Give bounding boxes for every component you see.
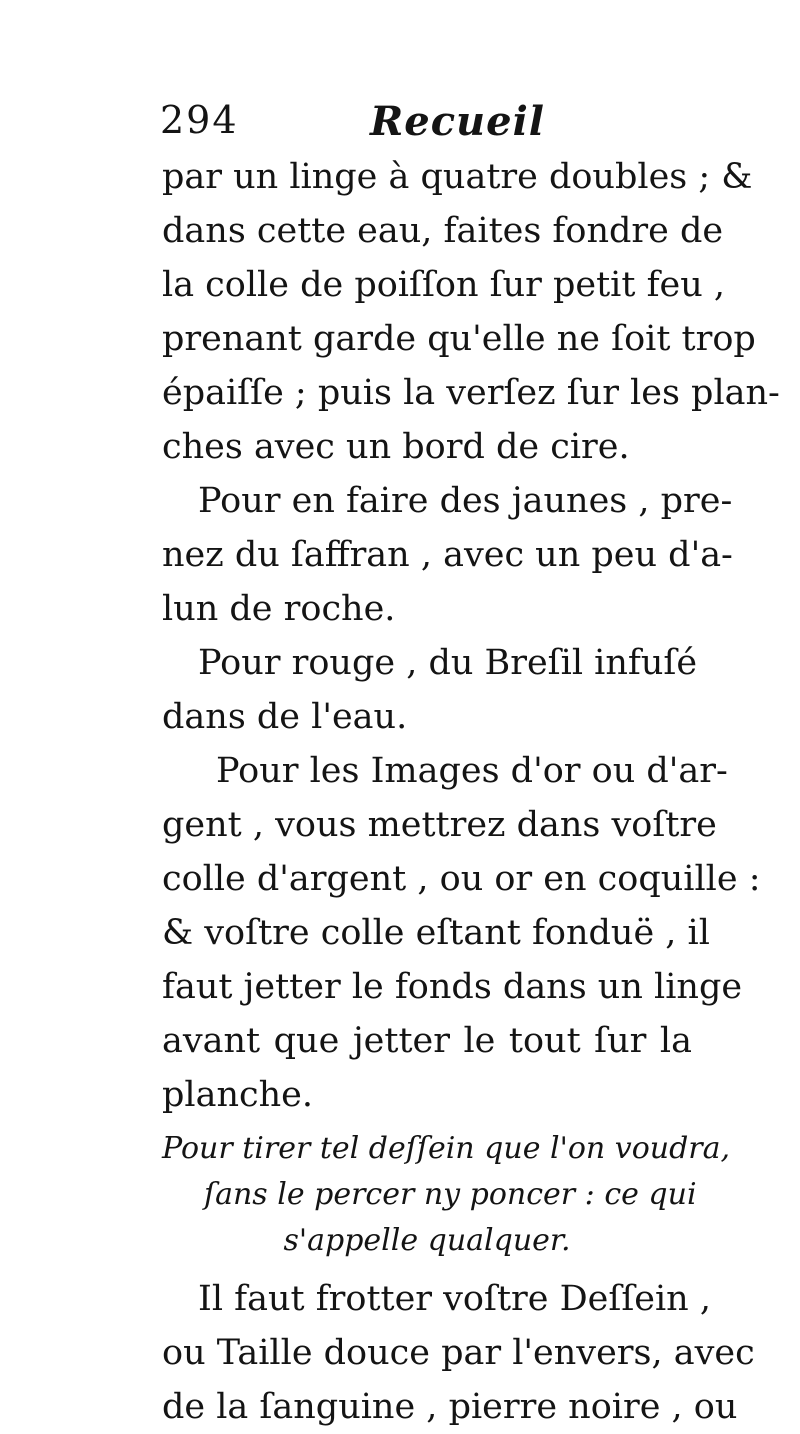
text-line: nez du ſaffran , avec un peu d'a-	[162, 535, 733, 575]
text-line: & voſtre colle eſtant fonduë , il	[162, 913, 710, 953]
text-line: faut jetter le fonds dans un linge	[162, 967, 743, 1007]
text-line: avant que jetter le tout ſur la	[162, 1021, 692, 1061]
text-line: prenant garde qu'elle ne ſoit trop	[162, 319, 756, 359]
text-line: la colle de poiſſon ſur petit feu ,	[162, 265, 726, 305]
text-line: planche.	[162, 1075, 313, 1115]
text-line: dans de l'eau.	[162, 697, 408, 737]
section-title-line: Pour tirer tel deſſein que l'on voudra,	[162, 1131, 731, 1166]
page-number: 294	[160, 98, 239, 142]
text-line: de la ſanguine , pierre noire , ou	[162, 1387, 738, 1427]
paragraph-start-line: Pour rouge , du Breſil infuſé	[198, 643, 698, 683]
text-line: colle d'argent , ou or en coquille :	[162, 859, 761, 899]
page-body	[162, 150, 780, 1434]
section-title	[162, 1126, 731, 1264]
text-line: ou Taille douce par l'envers, avec	[162, 1333, 755, 1373]
paragraph-start-line: Pour les Images d'or ou d'ar-	[216, 751, 728, 791]
paragraph-start-line: Pour en faire des jaunes , pre-	[198, 481, 733, 521]
paragraph-start-line: Il faut frotter voſtre Deſſein ,	[198, 1279, 711, 1319]
text-line: gent , vous mettrez dans voſtre	[162, 805, 717, 845]
running-head: Recueil	[370, 98, 545, 145]
page-header	[160, 98, 690, 148]
text-line: ches avec un bord de cire.	[162, 427, 630, 467]
section-title-line: ſans le percer ny poncer : ce qui	[204, 1177, 697, 1212]
section-title-line: s'appelle qualquer.	[283, 1223, 571, 1258]
text-line: lun de roche.	[162, 589, 396, 629]
text-line: épaiſſe ; puis la verſez ſur les plan-	[162, 373, 780, 413]
text-line: dans cette eau, faites fondre de	[162, 211, 724, 251]
text-line: par un linge à quatre doubles ; &	[162, 157, 753, 197]
